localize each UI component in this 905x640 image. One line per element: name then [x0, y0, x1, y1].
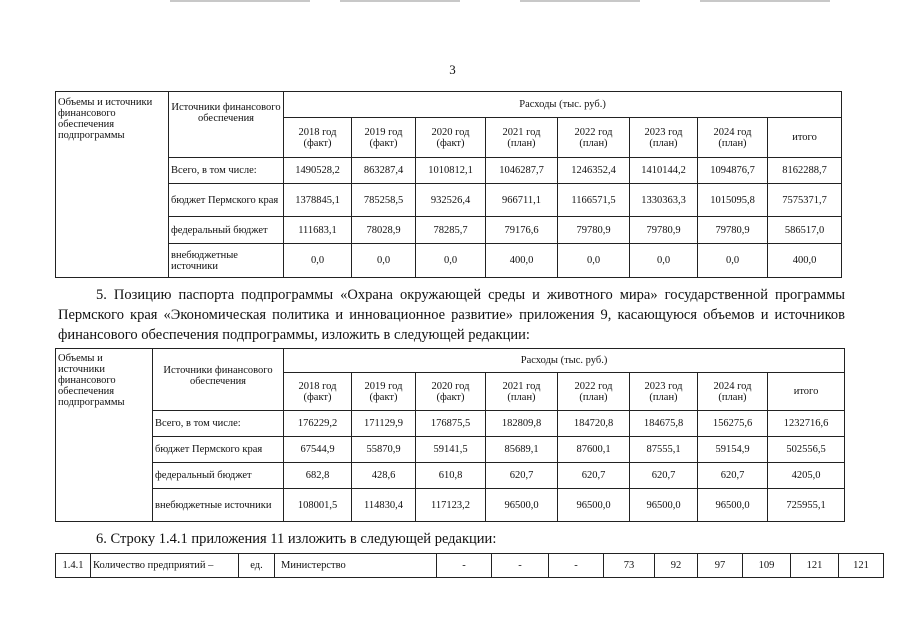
value-cell: 171129,9	[352, 411, 416, 437]
sources-header-cell: Источники финансового обеспечения	[153, 349, 284, 411]
value-cell: 1015095,8	[698, 184, 768, 217]
value-cell: 586517,0	[768, 217, 842, 244]
expenses-header-cell: Расходы (тыс. руб.)	[284, 349, 845, 373]
row-label-cell: бюджет Пермского края	[153, 437, 284, 463]
row-label-cell: федеральный бюджет	[169, 217, 284, 244]
year-header-cell: 2018 год (факт)	[284, 373, 352, 411]
row-label-cell: Всего, в том числе:	[153, 411, 284, 437]
value-cell: 0,0	[630, 244, 698, 278]
row-label-cell: бюджет Пермского края	[169, 184, 284, 217]
financing-table-1	[55, 91, 842, 278]
table-row	[56, 437, 845, 463]
financing-table-2	[55, 348, 845, 522]
value-cell: 92	[655, 554, 698, 578]
sources-header-cell: Источники финансового обеспечения	[169, 92, 284, 158]
year-header-cell: 2019 год (факт)	[352, 373, 416, 411]
value-cell: 400,0	[486, 244, 558, 278]
value-cell: 620,7	[630, 463, 698, 489]
paragraph-6: 6. Строку 1.4.1 приложения 11 изложить в следующей редакции:	[96, 531, 497, 547]
value-cell: -	[437, 554, 492, 578]
value-cell: 121	[791, 554, 839, 578]
value-cell: 785258,5	[352, 184, 416, 217]
value-cell: 96500,0	[486, 489, 558, 522]
value-cell: 1410144,2	[630, 158, 698, 184]
value-cell: 79176,6	[486, 217, 558, 244]
value-cell: 1094876,7	[698, 158, 768, 184]
year-header-cell: 2022 год (план)	[558, 373, 630, 411]
unit-cell: ед.	[239, 554, 275, 578]
scan-edge-line	[170, 0, 310, 2]
value-cell: 79780,9	[698, 217, 768, 244]
value-cell: 682,8	[284, 463, 352, 489]
value-cell: 966711,1	[486, 184, 558, 217]
value-cell: 176229,2	[284, 411, 352, 437]
value-cell: 8162288,7	[768, 158, 842, 184]
row-label-cell: внебюджетные источники	[153, 489, 284, 522]
value-cell: 156275,6	[698, 411, 768, 437]
year-header-cell: 2020 год (факт)	[416, 373, 486, 411]
value-cell: 0,0	[558, 244, 630, 278]
table-row	[56, 489, 845, 522]
table-row	[56, 184, 842, 217]
year-header-cell: 2024 год (план)	[698, 373, 768, 411]
value-cell: 1378845,1	[284, 184, 352, 217]
year-header-cell: 2021 год (план)	[486, 118, 558, 158]
value-cell: 182809,8	[486, 411, 558, 437]
value-cell: 502556,5	[768, 437, 845, 463]
value-cell: 67544,9	[284, 437, 352, 463]
value-cell: 400,0	[768, 244, 842, 278]
value-cell: 176875,5	[416, 411, 486, 437]
value-cell: 85689,1	[486, 437, 558, 463]
year-header-cell: 2023 год (план)	[630, 373, 698, 411]
value-cell: 0,0	[698, 244, 768, 278]
value-cell: 108001,5	[284, 489, 352, 522]
value-cell: 1246352,4	[558, 158, 630, 184]
value-cell: 96500,0	[698, 489, 768, 522]
page-number: 3	[449, 62, 456, 77]
value-cell: 1330363,3	[630, 184, 698, 217]
subprogram-header-cell: Объемы и источники финансового обеспечения подпрограммы	[56, 349, 153, 522]
indicator-name-cell: Количество предприятий –	[91, 554, 239, 578]
value-cell: 4205,0	[768, 463, 845, 489]
value-cell: 79780,9	[630, 217, 698, 244]
value-cell: 87600,1	[558, 437, 630, 463]
value-cell: 87555,1	[630, 437, 698, 463]
table-row	[56, 244, 842, 278]
year-header-cell: 2024 год (план)	[698, 118, 768, 158]
year-header-cell: 2021 год (план)	[486, 373, 558, 411]
value-cell: -	[492, 554, 549, 578]
value-cell: 620,7	[486, 463, 558, 489]
value-cell: 610,8	[416, 463, 486, 489]
value-cell: 620,7	[698, 463, 768, 489]
value-cell: 620,7	[558, 463, 630, 489]
responsible-cell: Министерство	[275, 554, 437, 578]
indicator-row-table	[55, 553, 884, 578]
value-cell: 725955,1	[768, 489, 845, 522]
value-cell: 184675,8	[630, 411, 698, 437]
year-header-cell: 2018 год (факт)	[284, 118, 352, 158]
table-row	[56, 411, 845, 437]
year-header-cell: 2023 год (план)	[630, 118, 698, 158]
value-cell: 1046287,7	[486, 158, 558, 184]
value-cell: -	[549, 554, 604, 578]
year-header-cell: 2019 год (факт)	[352, 118, 416, 158]
value-cell: 7575371,7	[768, 184, 842, 217]
value-cell: 97	[698, 554, 743, 578]
value-cell: 114830,4	[352, 489, 416, 522]
scan-edge-line	[700, 0, 830, 2]
value-cell: 59154,9	[698, 437, 768, 463]
expenses-header-cell: Расходы (тыс. руб.)	[284, 92, 842, 118]
row-label-cell: внебюджетные источники	[169, 244, 284, 278]
table-row	[56, 463, 845, 489]
paragraph-5: 5. Позицию паспорта подпрограммы «Охрана окружающей среды и животного мира» государственной программы Пермского края «Экономическая политика и инновационное развитие» приложения 9, касающуюся объемов и источников финансового обеспечения подпрограммы, изложить в следующей редакции:	[58, 287, 845, 343]
table-row	[56, 217, 842, 244]
value-cell: 78285,7	[416, 217, 486, 244]
value-cell: 1490528,2	[284, 158, 352, 184]
value-cell: 78028,9	[352, 217, 416, 244]
value-cell: 428,6	[352, 463, 416, 489]
total-header-cell: итого	[768, 118, 842, 158]
total-header-cell: итого	[768, 373, 845, 411]
value-cell: 79780,9	[558, 217, 630, 244]
row-label-cell: Всего, в том числе:	[169, 158, 284, 184]
value-cell: 1232716,6	[768, 411, 845, 437]
value-cell: 0,0	[352, 244, 416, 278]
value-cell: 55870,9	[352, 437, 416, 463]
year-header-cell: 2020 год (факт)	[416, 118, 486, 158]
table-row	[56, 554, 884, 578]
value-cell: 1166571,5	[558, 184, 630, 217]
scan-edge-line	[340, 0, 460, 2]
value-cell: 109	[743, 554, 791, 578]
value-cell: 1010812,1	[416, 158, 486, 184]
value-cell: 863287,4	[352, 158, 416, 184]
value-cell: 96500,0	[558, 489, 630, 522]
year-header-cell: 2022 год (план)	[558, 118, 630, 158]
value-cell: 932526,4	[416, 184, 486, 217]
value-cell: 117123,2	[416, 489, 486, 522]
subprogram-header-cell: Объемы и источники финансового обеспечения подпрограммы	[56, 92, 169, 278]
value-cell: 59141,5	[416, 437, 486, 463]
value-cell: 121	[839, 554, 884, 578]
value-cell: 0,0	[284, 244, 352, 278]
scan-edge-line	[520, 0, 640, 2]
row-number-cell: 1.4.1	[56, 554, 91, 578]
value-cell: 0,0	[416, 244, 486, 278]
value-cell: 184720,8	[558, 411, 630, 437]
value-cell: 111683,1	[284, 217, 352, 244]
row-label-cell: федеральный бюджет	[153, 463, 284, 489]
value-cell: 73	[604, 554, 655, 578]
table-row	[56, 158, 842, 184]
value-cell: 96500,0	[630, 489, 698, 522]
